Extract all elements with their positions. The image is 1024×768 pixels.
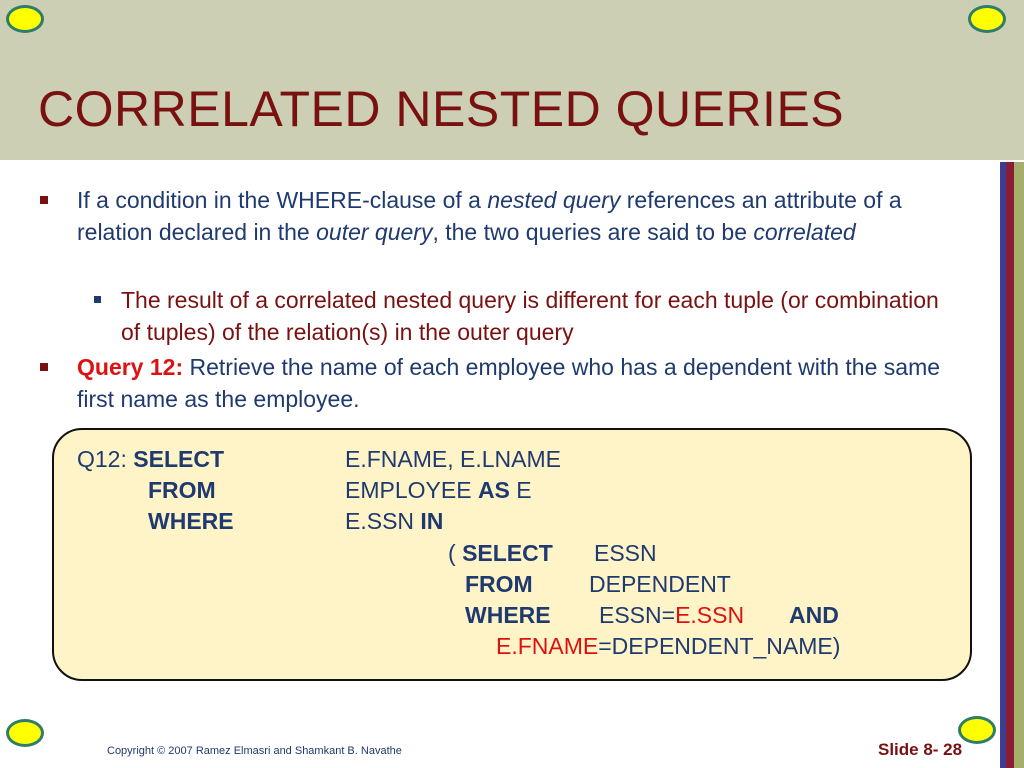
bullet-correlated-definition (77, 184, 957, 248)
query-label: Query 12: (77, 354, 184, 380)
decorative-oval-top-right (968, 5, 1006, 33)
code-label: Q12: (77, 446, 134, 472)
bullet-square-icon (40, 196, 48, 204)
slide-header (0, 0, 1024, 160)
emphasis-correlated: correlated (753, 219, 856, 245)
kw-where: WHERE (148, 508, 234, 534)
code-from-value (345, 474, 532, 506)
code-sub-select (448, 537, 553, 569)
correlated-ref-fname: E.FNAME (496, 633, 599, 659)
decorative-oval-bottom-left (6, 719, 44, 747)
bullet-text-part: If a condition in the WHERE-clause of a (77, 187, 488, 213)
sub-bullet-result (121, 284, 951, 348)
bullet-square-icon (40, 363, 48, 371)
code-sub-where-value (599, 599, 744, 631)
code-select-value: E.FNAME, E.LNAME (345, 446, 561, 472)
sub-bullet-text: The result of a correlated nested query is different for each tuple (or combination of tuples) of the relation(s) in the outer query (121, 287, 939, 345)
sub-where-attr: ESSN= (599, 602, 676, 628)
footer-copyright: Copyright © 2007 Ramez Elmasri and Shamkant B. Navathe (107, 745, 402, 757)
kw-and: AND (789, 602, 839, 628)
from-alias: E (509, 477, 532, 503)
bullet-text-part: references an attribute of a relation declared in the (77, 187, 902, 245)
bullet-query-12 (77, 351, 957, 415)
slide-number: Slide 8- 28 (878, 740, 963, 759)
emphasis-outer-query: outer query (316, 219, 433, 245)
emphasis-nested-query: nested query (487, 187, 621, 213)
kw-sub-where: WHERE (465, 602, 551, 628)
paren-open: ( (448, 540, 463, 566)
where-attr: E.SSN (345, 508, 421, 534)
slide-title: CORRELATED NESTED QUERIES (38, 81, 845, 137)
kw-sub-from: FROM (465, 571, 533, 597)
kw-from: FROM (148, 477, 216, 503)
code-sub-from-value: DEPENDENT (589, 571, 731, 597)
kw-select: SELECT (133, 446, 224, 472)
bullet-text-part: , the two queries are said to be (432, 219, 754, 245)
kw-as: AS (477, 477, 510, 503)
decorative-oval-bottom-right (958, 716, 996, 744)
code-sub-select-value: ESSN (594, 540, 657, 566)
code-where-value (345, 505, 443, 537)
code-line-select (77, 443, 224, 475)
query-description: Retrieve the name of each employee who has a dependent with the same first name as the employee. (77, 354, 941, 412)
code-last-line (496, 630, 840, 662)
kw-in: IN (420, 508, 444, 534)
decorative-oval-top-left (6, 5, 44, 33)
last-line-rest: =DEPENDENT_NAME) (598, 633, 841, 659)
sub-where-correlated-ref: E.SSN (675, 602, 745, 628)
sub-bullet-square-icon (94, 296, 101, 303)
kw-sub-select: SELECT (462, 540, 553, 566)
from-table: EMPLOYEE (345, 477, 478, 503)
side-decor-bars (1000, 162, 1024, 768)
